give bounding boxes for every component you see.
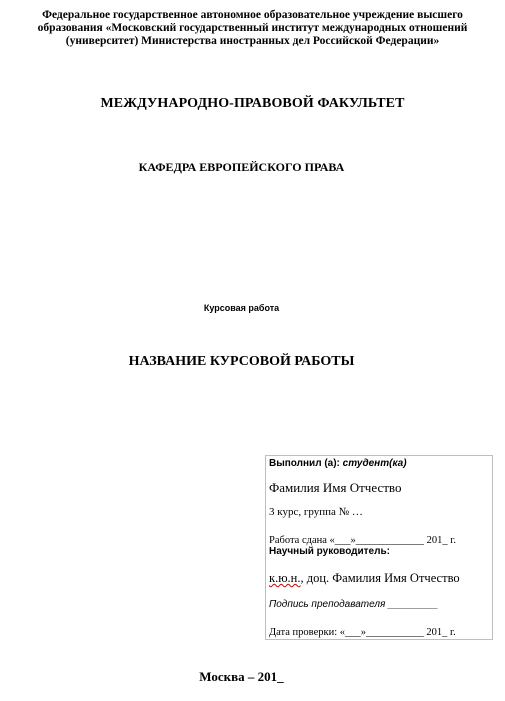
institution-header [10, 9, 495, 48]
department-title: КАФЕДРА ЕВРОПЕЙСКОГО ПРАВА [138, 160, 345, 174]
performer-line [269, 458, 407, 469]
supervisor-degree: к.ю.н. [269, 571, 301, 585]
submitted-date: Работа сдана «___»_____________ 201_ г. [269, 535, 457, 546]
supervisor-label: Научный руководитель: [269, 546, 390, 557]
check-date: Дата проверки: «___»___________ 201_ г. [269, 627, 456, 638]
work-title: НАЗВАНИЕ КУРСОВОЙ РАБОТЫ [128, 354, 355, 369]
course-group: 3 курс, группа № … [269, 506, 363, 518]
signature-line: Подпись преподавателя _________ [269, 599, 439, 610]
performer-role: студент(ка) [342, 458, 407, 469]
footer-city-year: Москва – 201_ [199, 669, 284, 684]
header-line-1: Федеральное государственное автономное образовательное учреждение высшего [42, 9, 463, 21]
supervisor-rest: , доц. Фамилия Имя Отчество [300, 571, 460, 585]
supervisor-line [269, 571, 460, 586]
performer-label: Выполнил (а): [269, 458, 340, 469]
header-line-3: (университет) Министерства иностранных дел Российской Федерации» [65, 35, 440, 47]
faculty-title: МЕЖДУНАРОДНО-ПРАВОВОЙ ФАКУЛЬТЕТ [100, 96, 405, 111]
work-type: Курсовая работа [203, 303, 280, 313]
student-name: Фамилия Имя Отчество [269, 480, 402, 495]
info-box [265, 455, 493, 640]
header-line-2: образования «Московский государственный институт международных отношений [37, 22, 468, 34]
